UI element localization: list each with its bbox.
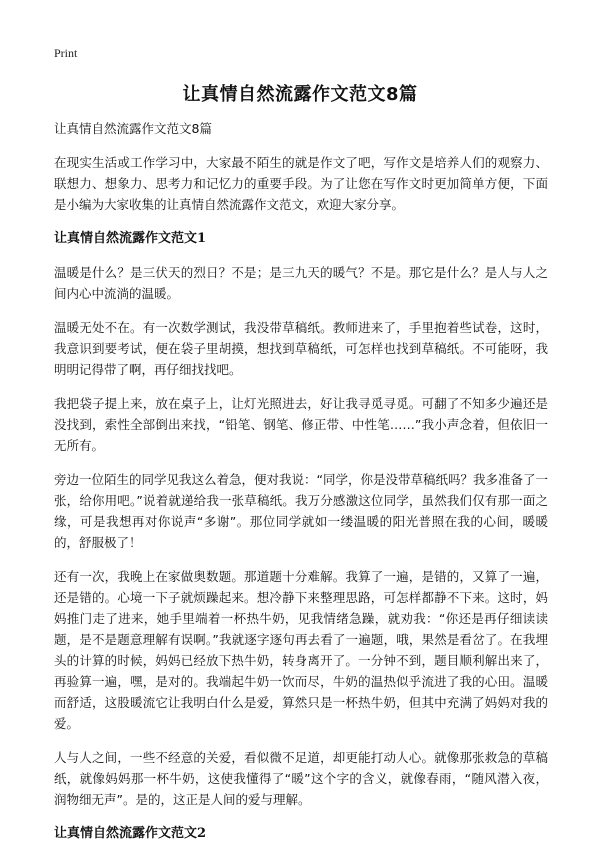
page-title: 让真情自然流露作文范文8篇	[182, 84, 418, 105]
document-subtitle: 让真情自然流露作文范文8篇	[54, 121, 212, 136]
section-1-paragraph-6: 人与人之间，一些不经意的关爱，看似微不足道，却更能打动人心。就像那张救急的草稿纸，就像妈妈那一杯牛奶，这使我懂得了“暖”这个字的含义，就像春雨，“随风潜入夜，润物细无声”。是的，这正是人间的爱与理解。	[54, 750, 548, 807]
section-1-paragraph-2: 温暖无处不在。有一次数学测试，我没带草稿纸。教师进来了，手里抱着些试卷，这时，我意识到要考试，便在袋子里胡摸，想找到草稿纸，可怎样也找到草稿纸。不可能呀，我明明记得带了啊，再仔细找找吧。	[54, 320, 548, 377]
section-1-paragraph-1: 温暖是什么？是三伏天的烈日？不是；是三九天的暖气？不是。那它是什么？是人与人之间内心中流淌的温暖。	[54, 265, 548, 301]
section-1-paragraph-3: 我把袋子提上来，放在桌子上，让灯光照进去，好让我寻觅寻觅。可翻了不知多少遍还是没找到，索性全部倒出来找，“铅笔、钢笔、修正带、中性笔……”我小声念着，但依旧一无所有。	[54, 396, 548, 453]
section-1-paragraph-4: 旁边一位陌生的同学见我这么着急，便对我说：“同学，你是没带草稿纸吗？我多准备了一张，给你用吧。”说着就递给我一张草稿纸。我万分感激这位同学，虽然我们仅有那一面之缘，可是我想再对你说声“多谢”。那位同学就如一缕温暖的阳光普照在我的心间，暖暖的，舒服极了！	[54, 472, 548, 550]
print-link[interactable]: Print	[54, 46, 78, 60]
intro-paragraph: 在现实生活或工作学习中，大家最不陌生的就是作文了吧，写作文是培养人们的观察力、联想力、想象力、思考力和记忆力的重要手段。为了让您在写作文时更加简单方便，下面是小编为大家收集的让真情自然流露作文范文，欢迎大家分享。	[54, 155, 548, 212]
section-1-paragraph-5: 还有一次，我晚上在家做奥数题。那道题十分难解。我算了一遍，是错的，又算了一遍，还是错的。心境一下子就烦躁起来。想冷静下来整理思路，可怎样都静不下来。这时，妈妈推门走了进来，她手里端着一杯热牛奶，见我情绪急躁，就劝我：“你还是再仔细读读题，是不是题意理解有误啊。”我就逐字逐句再去看了一遍题，哦，果然是看岔了。在我埋头的计算的时候，妈妈已经放下热牛奶，转身离开了。一分钟不到，题目顺利解出来了，再验算一遍，嘿，是对的。我端起牛奶一饮而尽，牛奶的温热似乎流进了我的心田。温暖而舒适，这股暖流它让我明白什么是爱，算然只是一杯热牛奶，但其中充满了妈妈对我的爱。	[54, 569, 548, 731]
section-2-heading: 让真情自然流露作文范文2	[54, 826, 207, 841]
section-1-heading: 让真情自然流露作文范文1	[54, 231, 207, 246]
document-body	[54, 118, 548, 857]
